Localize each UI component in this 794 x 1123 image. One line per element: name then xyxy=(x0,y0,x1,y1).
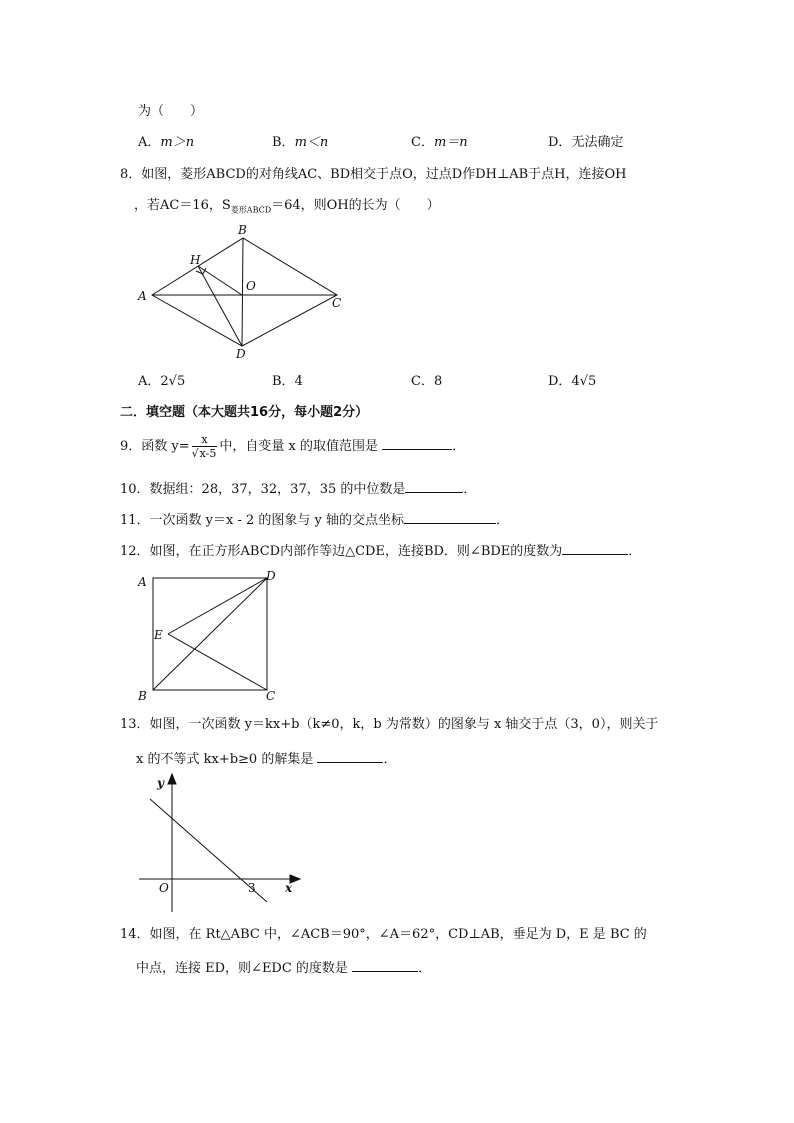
y-axis-arrow xyxy=(168,774,176,784)
q9-stem: 9．函数 y= $\frac{x}{√x-5}$ 中，自变量 x 的取值范围是 ． xyxy=(120,432,466,460)
q8-choice-c: C．8 xyxy=(411,374,443,389)
q8-choice-b: B．4 xyxy=(272,374,303,389)
label-e: E xyxy=(154,628,163,642)
q14-answer-blank xyxy=(352,957,418,972)
q9-answer-blank xyxy=(382,435,452,450)
diagonal-bd xyxy=(242,238,243,346)
label-c: C xyxy=(266,689,276,703)
q12-answer-blank xyxy=(562,540,628,555)
q8-choice-a: A．2√5 xyxy=(138,374,186,389)
q14-stem-line2: 中点，连接 ED，则∠EDC 的度数是 ． xyxy=(136,957,431,978)
line-graph-figure xyxy=(135,770,305,916)
segment-ec xyxy=(168,634,267,690)
label-o: O xyxy=(246,279,256,293)
q13-stem-line1: 13．如图，一次函数 y＝kx+b（k≠0，k，b 为常数）的图象与 x 轴交于点（3，0），则关于 xyxy=(120,717,659,732)
x-axis-label: x xyxy=(285,881,293,895)
q8-stem-line2: ，若AC＝16，$S_{菱形ABCD}=64$，则OH的长为（ ） xyxy=(134,198,440,215)
section-heading: 二．填空题（本大题共16分，每小题2分） xyxy=(120,405,369,420)
label-c: C xyxy=(332,296,342,310)
label-d: D xyxy=(236,347,246,361)
q7-tail: 为（ ） xyxy=(138,104,204,119)
q13-stem-line2: x 的不等式 kx+b≥0 的解集是 ． xyxy=(136,748,396,769)
q7-choice-c: C．m＝n xyxy=(411,135,468,150)
q10-answer-blank xyxy=(405,478,463,493)
label-b: B xyxy=(138,689,147,703)
label-a: A xyxy=(138,575,147,589)
q11-answer-blank xyxy=(404,509,496,524)
q7-choice-a: A．m＞n xyxy=(138,135,195,150)
q14-stem-line1: 14．如图，在 Rt△ABC 中，∠ACB＝90°，∠A＝62°，CD⊥AB，垂足为 D，E 是 BC 的 xyxy=(120,927,647,942)
q11-stem: 11．一次函数 y＝x - 2 的图象与 y 轴的交点坐标 ． xyxy=(120,509,509,530)
segment-ed xyxy=(168,578,267,634)
q8-stem-line1: 8．如图，菱形ABCD的对角线AC、BD相交于点O，过点D作DH⊥AB于点H，连接OH xyxy=(120,167,627,182)
q12-stem: 12．如图，在正方形ABCD内部作等边△CDE，连接BD．则∠BDE的度数为 ． xyxy=(120,540,641,561)
label-b: B xyxy=(238,223,247,237)
q10-stem: 10．数据组：28，37，32，37，35 的中位数是 ． xyxy=(120,478,476,499)
q7-choice-b: B．m＜n xyxy=(272,135,329,150)
q7-choice-d: D．无法确定 xyxy=(548,135,624,150)
segment-bd xyxy=(153,578,267,690)
square-figure xyxy=(132,568,282,706)
label-d: D xyxy=(266,569,276,583)
rhombus-outline xyxy=(152,238,337,346)
rhombus-figure xyxy=(130,222,360,362)
origin-label: O xyxy=(159,881,169,895)
y-axis-label: y xyxy=(157,776,164,790)
label-h: H xyxy=(190,253,201,267)
q8-choice-d: D．4√5 xyxy=(548,374,597,389)
label-a: A xyxy=(138,289,147,303)
q13-answer-blank xyxy=(317,748,383,763)
intercept-label: 3 xyxy=(248,881,256,895)
q9-fraction: $\frac{x}{√x-5}$ xyxy=(191,432,217,460)
